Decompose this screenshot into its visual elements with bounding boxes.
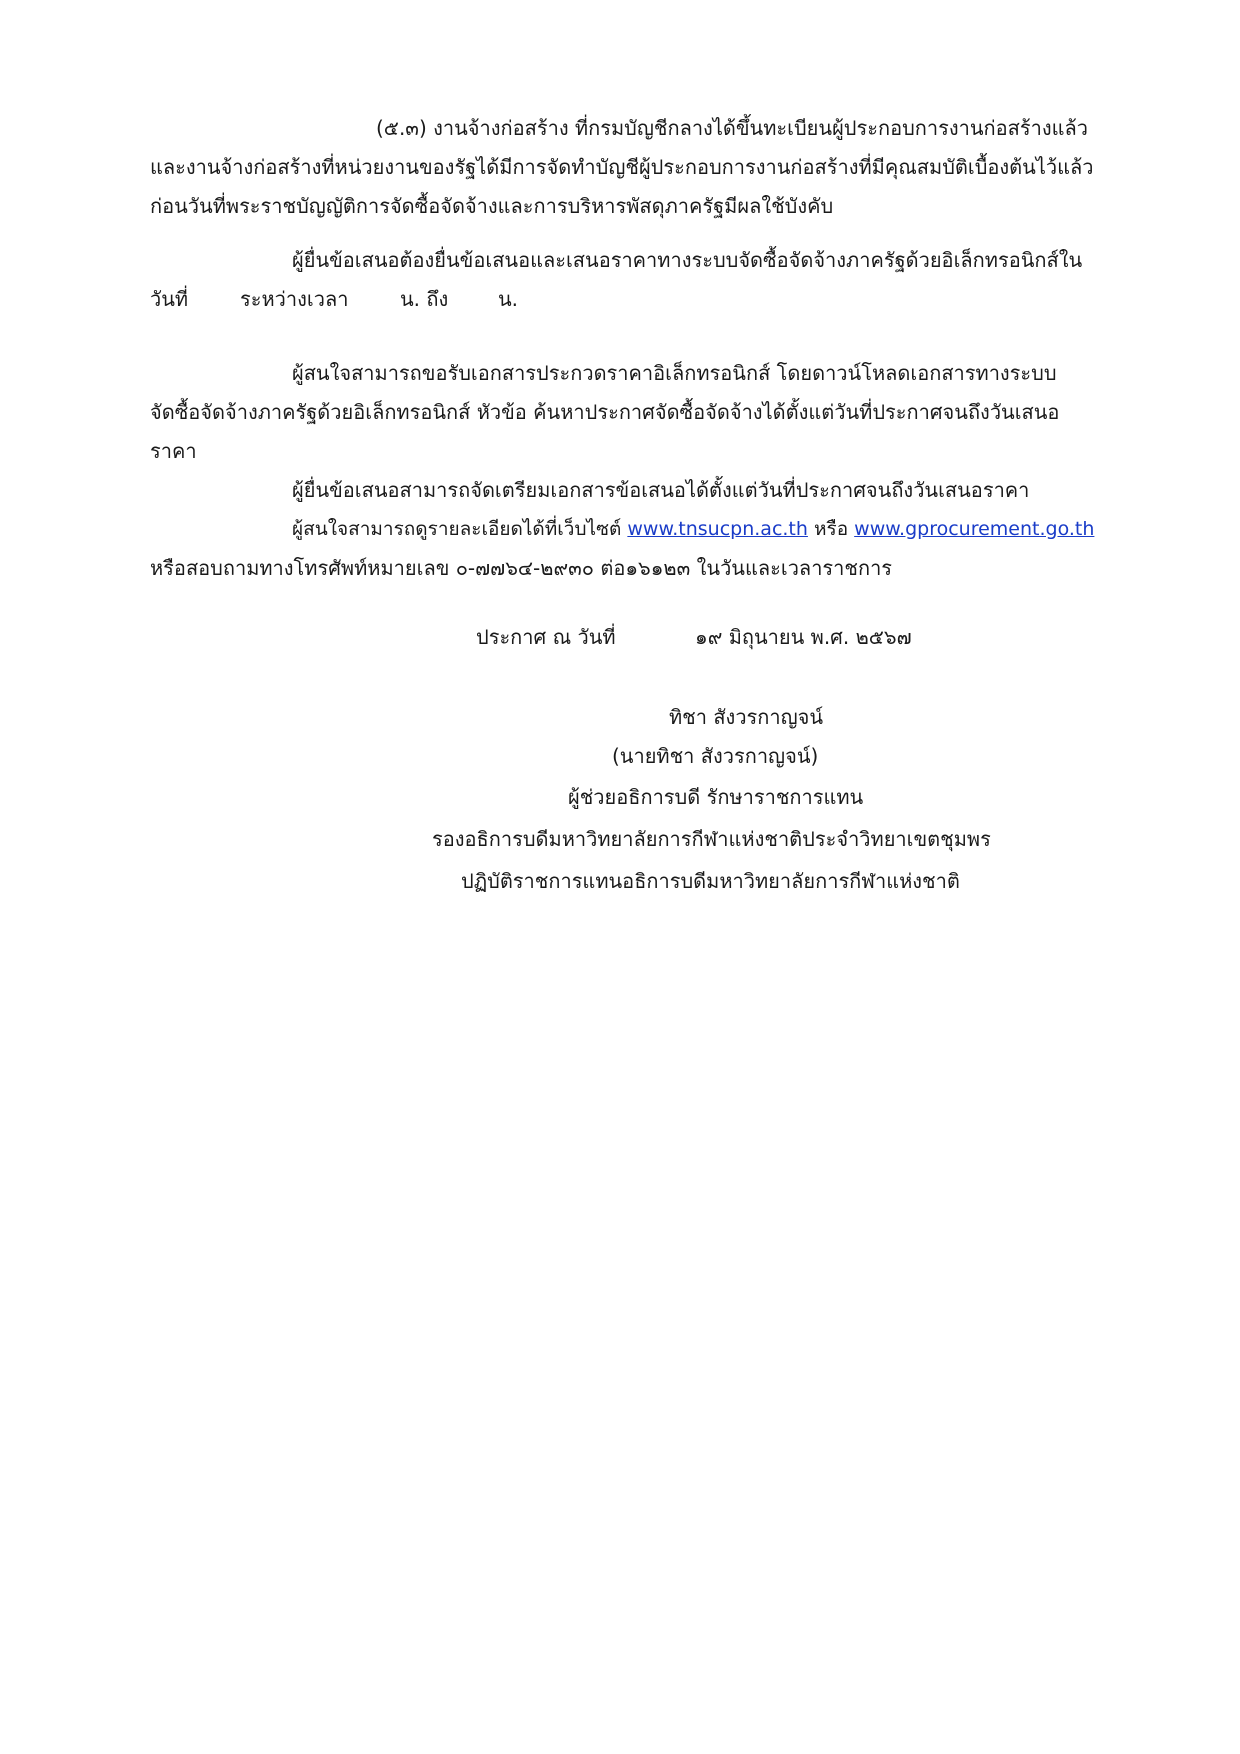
para5-line2: หรือสอบถามทางโทรศัพท์หมายเลข ๐-๗๗๖๔-๒๙๓๐ ต่อ๑๖๑๒๓ ในวันและเวลาราชการ (150, 556, 893, 580)
para5-or: หรือ (813, 518, 849, 540)
para3-line2: จัดซื้อจัดจ้างภาครัฐด้วยอิเล็กทรอนิกส์ หัวข้อ ค้นหาประกาศจัดซื้อจัดจ้างได้ตั้งแต่วันที่ประกาศจนถึงวันเสนอ (150, 400, 1060, 424)
para2-line1: ผู้ยื่นข้อเสนอต้องยื่นข้อเสนอและเสนอราคาทางระบบจัดซื้อจัดจ้างภาครัฐด้วยอิเล็กทรอนิกส์ใน (292, 248, 1083, 272)
signature-title3: ปฏิบัติราชการแทนอธิการบดีมหาวิทยาลัยการกีฬาแห่งชาติ (461, 869, 960, 893)
tnsucpn-website-link[interactable]: www.tnsucpn.ac.th (627, 518, 808, 540)
para4-line1: ผู้ยื่นข้อเสนอสามารถจัดเตรียมเอกสารข้อเสนอได้ตั้งแต่วันที่ประกาศจนถึงวันเสนอราคา (292, 478, 1030, 502)
para2-time-label: ระหว่างเวลา (240, 287, 349, 311)
announce-label: ประกาศ ณ วันที่ (476, 625, 616, 649)
signature-full-name: (นายทิชา สังวรกาญจน์) (612, 744, 819, 768)
para5-line1 (292, 514, 1094, 544)
para3-line3: ราคา (150, 439, 197, 463)
gprocurement-website-link[interactable]: www.gprocurement.go.th (854, 518, 1095, 540)
para2-time-unit1: น. ถึง (400, 287, 449, 311)
para1-line3: ก่อนวันที่พระราชบัญญัติการจัดซื้อจัดจ้างและการบริหารพัสดุภาครัฐมีผลใช้บังคับ (150, 194, 834, 218)
para5-prefix: ผู้สนใจสามารถดูรายละเอียดได้ที่เว็บไซต์ (292, 518, 622, 540)
para2-time-unit2: น. (498, 287, 519, 311)
signature-title2: รองอธิการบดีมหาวิทยาลัยการกีฬาแห่งชาติประจำวิทยาเขตชุมพร (432, 827, 991, 851)
announce-date: ๑๙ มิถุนายน พ.ศ. ๒๕๖๗ (695, 625, 912, 649)
para2-date-label: วันที่ (150, 287, 189, 311)
signature-title1: ผู้ช่วยอธิการบดี รักษาราชการแทน (568, 785, 864, 809)
signature-name: ทิชา สังวรกาญจน์ (669, 705, 824, 729)
para1-line1: (๕.๓) งานจ้างก่อสร้าง ที่กรมบัญชีกลางได้ขึ้นทะเบียนผู้ประกอบการงานก่อสร้างแล้ว (376, 116, 1088, 140)
para1-line2: และงานจ้างก่อสร้างที่หน่วยงานของรัฐได้มีการจัดทำบัญชีผู้ประกอบการงานก่อสร้างที่มีคุณสมบัติเบื้องต้นไว้แล้ว (150, 155, 1094, 179)
para3-line1: ผู้สนใจสามารถขอรับเอกสารประกวดราคาอิเล็กทรอนิกส์ โดยดาวน์โหลดเอกสารทางระบบ (292, 361, 1057, 385)
